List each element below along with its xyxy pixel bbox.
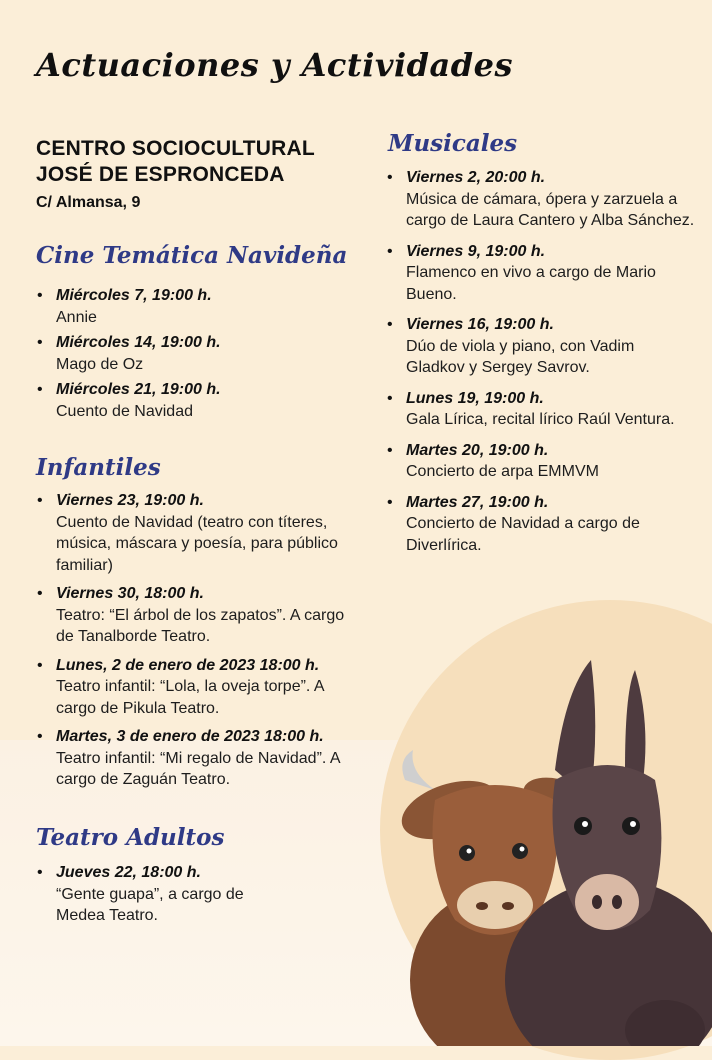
event-item [36, 285, 346, 328]
event-item [36, 490, 348, 576]
ox-and-donkey-illustration [395, 650, 712, 1046]
event-date: • Miércoles 21, 19:00 h. [56, 381, 221, 398]
event-description: Cuento de Navidad (teatro con títeres, música, máscara y poesía, para público familiar) [56, 513, 338, 574]
page-title: Actuaciones y Actividades [36, 46, 513, 84]
venue-block [36, 136, 356, 212]
event-date: • Viernes 16, 19:00 h. [406, 316, 554, 333]
event-description: Flamenco en vivo a cargo de Mario Bueno. [406, 264, 656, 303]
event-date: • Miércoles 7, 19:00 h. [56, 287, 212, 304]
venue-name [36, 136, 356, 188]
event-date: • Martes 20, 19:00 h. [406, 441, 549, 459]
event-date: • Jueves 22, 18:00 h. [56, 864, 201, 881]
event-description: Gala Lírica, recital lírico Raúl Ventura. [406, 411, 675, 428]
event-date: • Lunes 19, 19:00 h. [406, 389, 544, 407]
event-description: Cuento de Navidad [56, 402, 193, 420]
event-description: Dúo de viola y piano, con Vadim Gladkov y Sergey Savrov. [406, 337, 635, 376]
event-date: • Viernes 23, 19:00 h. [56, 492, 204, 509]
event-list-infantiles [36, 490, 348, 798]
event-list-cine [36, 285, 346, 426]
event-item [36, 862, 266, 927]
event-description: Mago de Oz [56, 355, 144, 373]
event-description: Concierto de Navidad a cargo de Diverlírica. [406, 515, 640, 554]
event-date: • Viernes 9, 19:00 h. [406, 242, 546, 260]
event-item [386, 314, 696, 379]
venue-name-line2: JOSÉ DE ESPRONCEDA [36, 163, 285, 186]
event-item [386, 388, 696, 431]
event-item [36, 726, 348, 791]
venue-address: C/ Almansa, 9 [36, 194, 141, 211]
event-date: • Miércoles 14, 19:00 h. [56, 334, 221, 351]
event-list-teatro [36, 862, 266, 927]
event-date: • Martes, 3 de enero de 2023 18:00 h. [56, 728, 324, 745]
section-title-cine: Cine Temática Navideña [36, 242, 348, 269]
event-item [386, 241, 696, 306]
event-date: • Viernes 30, 18:00 h. [56, 585, 204, 602]
section-title-infantiles: Infantiles [36, 454, 161, 481]
event-item [386, 440, 696, 483]
section-title-teatro: Teatro Adultos [36, 824, 225, 851]
event-date: • Viernes 2, 20:00 h. [406, 169, 546, 186]
section-title-musicales: Musicales [388, 130, 518, 157]
event-description: Concierto de arpa EMMVM [406, 463, 599, 480]
event-item [36, 379, 346, 422]
event-description: Teatro infantil: “Lola, la oveja torpe”. A cargo de Pikula Teatro. [56, 678, 324, 717]
event-item [386, 492, 696, 557]
event-item [386, 167, 696, 232]
event-description: Annie [56, 308, 97, 326]
event-description: Música de cámara, ópera y zarzuela a cargo de Laura Cantero y Alba Sánchez. [406, 190, 695, 229]
event-item [36, 583, 348, 648]
event-date: • Lunes, 2 de enero de 2023 18:00 h. [56, 656, 320, 674]
event-description: Teatro: “El árbol de los zapatos”. A cargo de Tanalborde Teatro. [56, 606, 345, 645]
event-item [36, 655, 348, 720]
event-list-musicales [386, 167, 696, 565]
venue-name-line1: CENTRO SOCIOCULTURAL [36, 137, 315, 160]
event-description: Teatro infantil: “Mi regalo de Navidad”. A cargo de Zaguán Teatro. [56, 749, 340, 788]
event-item [36, 332, 346, 375]
event-description: “Gente guapa”, a cargo de Medea Teatro. [56, 885, 244, 924]
event-date: • Martes 27, 19:00 h. [406, 493, 549, 511]
